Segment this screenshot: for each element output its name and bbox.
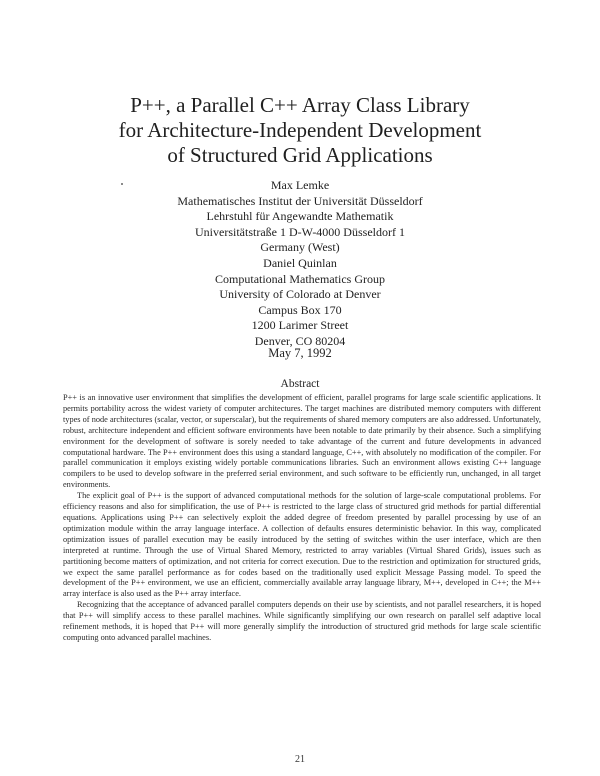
author-block-lemke xyxy=(100,178,500,256)
abstract-paragraph: The explicit goal of P++ is the support of advanced computational methods for the solution of large-scale computational problems. For efficiency reasons and also for simplification, the use of P++ is restricted to the large class of structured grid methods for partial differential equations. Applications using P++ can selectively exploit the added degree of freedom presented by parallel processing by use of an optimization module within the array language interface. A collection of defaults ensures deterministic behavior. In this way, complicated optimization issues of parallel execution may be easily introduced by the setting of switches within the user interface, which are then interpreted at runtime. Through the use of Virtual Shared Memory, restricted to array variables (Virtual Shared Grids), issues such as partitioning become matters of optimization, and not criteria for correct execution. Due to the restriction and optimization for structured grids, we expect the same parallel performance as for codes based on the traditionally used explicit Message Passing model. To speed the development of the P++ environment, we use an efficient, commercially available array language library, M++, developed in C++; the M++ array interface is also used as the P++ array interface. xyxy=(63,491,541,599)
abstract-body xyxy=(63,393,541,644)
affiliation-line: Computational Mathematics Group xyxy=(215,271,385,286)
affiliation-line: University of Colorado at Denver xyxy=(219,287,381,301)
title-line: for Architecture-Independent Development xyxy=(118,118,482,142)
abstract-paragraph: Recognizing that the acceptance of advanced parallel computers depends on their use by scientists, and not parallel researchers, it is hoped that P++ will simplify access to these parallel machines. While significantly simplifying our own research on parallel self adaptive local refinement methods, it is hoped that P++ will more generally simplify the introduction of structured grid methods for large scale scientific computing onto advanced parallel machines. xyxy=(63,600,541,642)
publication-date: May 7, 1992 xyxy=(268,346,332,360)
affiliation-line: Germany (West) xyxy=(260,240,340,254)
affiliation-line: Lehrstuhl für Angewandte Mathematik xyxy=(206,209,394,223)
affiliation-line: Universitätstraße 1 D-W-4000 Düsseldorf 1 xyxy=(195,224,405,239)
affiliation-line: Denver, CO 80204 xyxy=(254,333,346,348)
affiliation-line: Campus Box 170 xyxy=(258,302,342,317)
affiliation-line: 1200 Larimer Street xyxy=(251,318,349,332)
author-name: Daniel Quinlan xyxy=(263,256,337,270)
title-line: of Structured Grid Applications xyxy=(167,143,433,167)
title-line: P++, a Parallel C++ Array Class Library xyxy=(130,93,470,117)
author-name: Max Lemke xyxy=(270,178,330,192)
affiliation-line: Mathematisches Institut der Universität Düsseldorf xyxy=(177,193,423,208)
abstract-heading: Abstract xyxy=(280,378,320,390)
author-block-quinlan xyxy=(100,256,500,349)
paper-title xyxy=(60,93,540,168)
page-number: 21 xyxy=(295,754,305,765)
abstract-paragraph: P++ is an innovative user environment that simplifies the development of efficient, parallel programs for large scale scientific applications. It permits portability across the widest variety of computer architectures. The target machines are distributed memory computers with different types of node architectures (scalar, vector, or superscalar), but the requirements of shared memory computers are also addressed. Unfortunately, robust, architecture independent and efficient software environments have been notable to date primarily by their absence. Such a simplifying environment for the development of software is sorely needed to take advantage of the current and future developments in advanced computational hardware. The P++ environment does this using a standard language, C++, with absolutely no modification of the compiler. For parallel communication it employs existing widely portable communications libraries. Such an environment allows existing C++ language compilers to be used to develop software in the preferred serial environment, and such software to be efficiently run, unchanged, in all target environments. xyxy=(63,393,541,490)
